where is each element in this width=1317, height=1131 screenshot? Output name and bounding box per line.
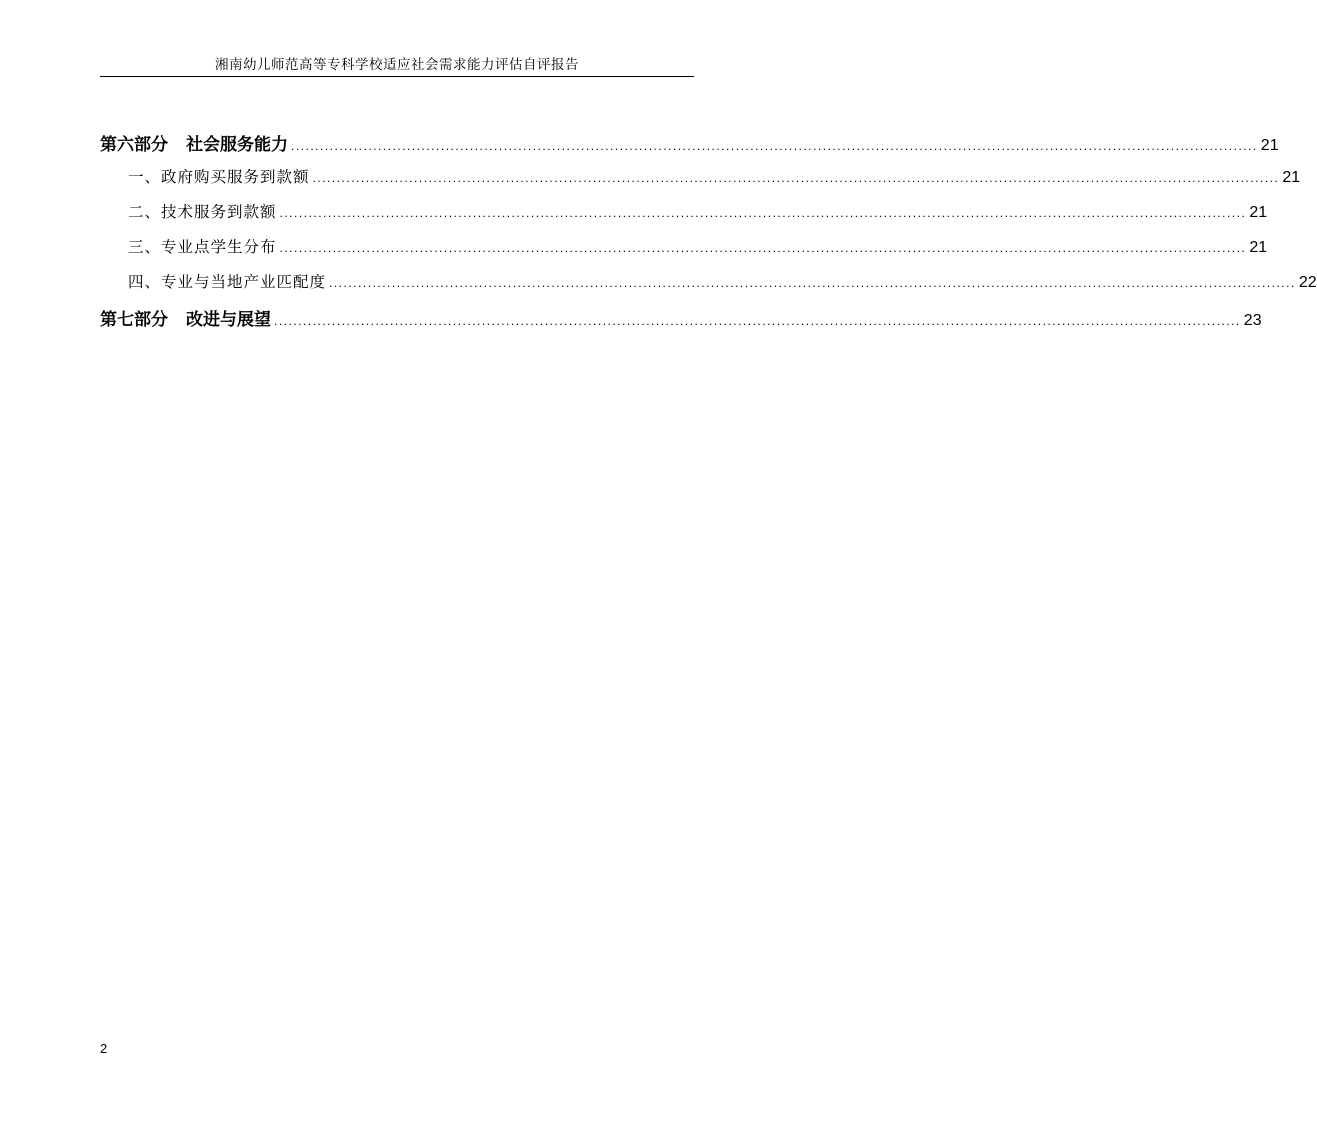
page-number: 2 [100, 1041, 108, 1056]
toc-dot-leader: ........................................................................................................................................................................................................ [279, 206, 1247, 220]
toc-dot-leader: ........................................................................................................................................................................................................ [329, 276, 1296, 290]
toc-entry-title: 三、专业点学生分布 [128, 238, 277, 256]
toc-entry-part-7[interactable] [100, 305, 1262, 340]
toc-entry-technical-service[interactable] [100, 200, 1268, 235]
toc-entry-title: 四、专业与当地产业匹配度 [128, 273, 327, 291]
toc-section-title: 改进与展望 [186, 310, 271, 330]
toc-dot-leader: ........................................................................................................................................................................................................ [291, 139, 1258, 153]
toc-entry-student-distribution[interactable] [100, 235, 1268, 270]
toc-dot-leader: ........................................................................................................................................................................................................ [312, 171, 1280, 185]
toc-page-number: 21 [1249, 204, 1268, 221]
toc-entry-label [100, 305, 271, 330]
toc-entry-label [100, 130, 288, 155]
toc-section-title: 社会服务能力 [186, 135, 288, 155]
running-header-title: 湘南幼儿师范高等专科学校适应社会需求能力评估自评报告 [215, 57, 579, 73]
toc-entry-title: 二、技术服务到款额 [128, 203, 277, 221]
toc-page-number: 21 [1249, 239, 1268, 256]
toc-page-number: 21 [1260, 137, 1279, 154]
toc-page-number: 21 [1282, 169, 1301, 186]
toc-entry-government-purchase[interactable] [100, 165, 1301, 200]
toc-page-number: 23 [1243, 312, 1262, 329]
header-divider [100, 76, 694, 77]
toc-entry-title: 一、政府购买服务到款额 [128, 168, 310, 186]
toc-dot-leader: ........................................................................................................................................................................................................ [279, 241, 1247, 255]
toc-entry-part-6[interactable] [100, 130, 1279, 165]
table-of-contents [100, 130, 1317, 340]
toc-section-number: 第六部分 [100, 135, 168, 155]
toc-dot-leader: ........................................................................................................................................................................................................ [274, 314, 1241, 328]
toc-section-number: 第七部分 [100, 310, 168, 330]
toc-entry-industry-match[interactable] [100, 270, 1317, 305]
toc-page-number: 22 [1298, 274, 1317, 291]
